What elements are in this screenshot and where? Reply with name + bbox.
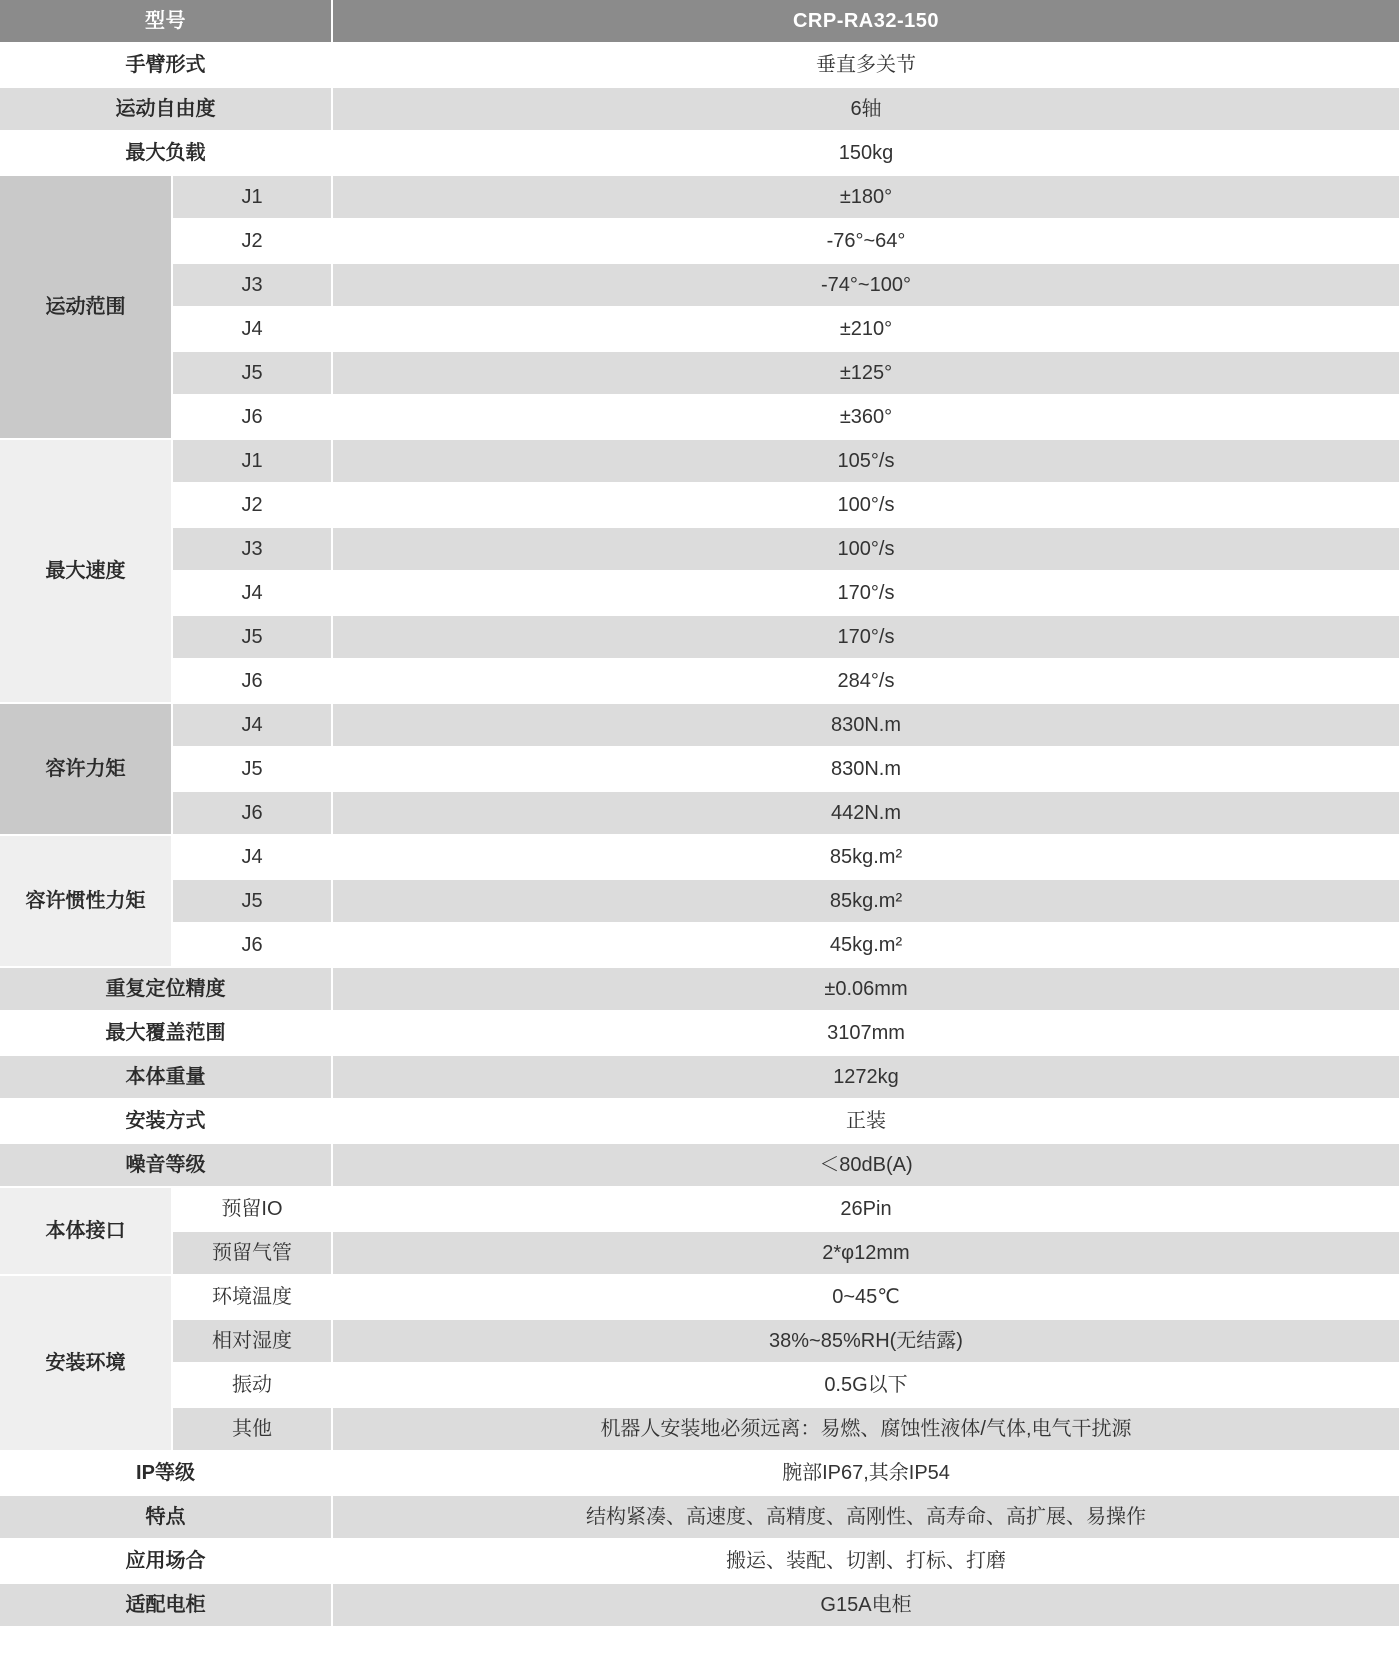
table-row: [0, 131, 1400, 175]
table-row: [0, 1407, 1400, 1451]
group-label-max-speed: 最大速度: [0, 439, 172, 703]
joint-label: J6: [172, 791, 332, 835]
row-label-mounting: 安装方式: [0, 1099, 332, 1143]
row-value-weight: 1272kg: [332, 1055, 1400, 1099]
table-row: [0, 87, 1400, 131]
row-value-noise: ＜80dB(A): [332, 1143, 1400, 1187]
joint-value: 170°/s: [332, 615, 1400, 659]
table-row: [0, 395, 1400, 439]
table-row: [0, 791, 1400, 835]
sub-value: 2*φ12mm: [332, 1231, 1400, 1275]
joint-value: ±180°: [332, 175, 1400, 219]
table-row: [0, 1275, 1400, 1319]
table-row: [0, 307, 1400, 351]
joint-value: 45kg.m²: [332, 923, 1400, 967]
joint-value: 100°/s: [332, 527, 1400, 571]
joint-value: 85kg.m²: [332, 835, 1400, 879]
sub-label: 环境温度: [172, 1275, 332, 1319]
table-row: [0, 703, 1400, 747]
row-value-max-payload: 150kg: [332, 131, 1400, 175]
joint-label: J1: [172, 175, 332, 219]
sub-value: 机器人安装地必须远离：易燃、腐蚀性液体/气体,电气干扰源: [332, 1407, 1400, 1451]
group-label-interfaces: 本体接口: [0, 1187, 172, 1275]
joint-label: J5: [172, 351, 332, 395]
joint-value: 85kg.m²: [332, 879, 1400, 923]
table-row: [0, 1539, 1400, 1583]
joint-value: ±360°: [332, 395, 1400, 439]
joint-label: J3: [172, 263, 332, 307]
sub-label: 相对湿度: [172, 1319, 332, 1363]
joint-value: 830N.m: [332, 703, 1400, 747]
sub-value: 0~45℃: [332, 1275, 1400, 1319]
row-value-applications: 搬运、装配、切割、打标、打磨: [332, 1539, 1400, 1583]
joint-label: J4: [172, 571, 332, 615]
joint-label: J1: [172, 439, 332, 483]
table-row: [0, 1319, 1400, 1363]
table-row: [0, 747, 1400, 791]
table-row: [0, 1011, 1400, 1055]
header-model: CRP-RA32-150: [332, 0, 1400, 43]
row-value-mounting: 正装: [332, 1099, 1400, 1143]
joint-value: 100°/s: [332, 483, 1400, 527]
row-label-max-payload: 最大负载: [0, 131, 332, 175]
joint-value: 442N.m: [332, 791, 1400, 835]
sub-label: 振动: [172, 1363, 332, 1407]
table-row: [0, 1451, 1400, 1495]
joint-value: ±210°: [332, 307, 1400, 351]
table-row: [0, 615, 1400, 659]
table-row: [0, 571, 1400, 615]
table-row: [0, 1099, 1400, 1143]
joint-label: J2: [172, 483, 332, 527]
table-row: [0, 1583, 1400, 1627]
joint-value: 105°/s: [332, 439, 1400, 483]
table-row: [0, 1231, 1400, 1275]
table-row: [0, 351, 1400, 395]
table-row: [0, 967, 1400, 1011]
table-row: [0, 1363, 1400, 1407]
row-label-repeatability: 重复定位精度: [0, 967, 332, 1011]
group-label-motion-range: 运动范围: [0, 175, 172, 439]
row-value-arm-type: 垂直多关节: [332, 43, 1400, 87]
table-row: [0, 219, 1400, 263]
table-row: [0, 923, 1400, 967]
table-row: [0, 1495, 1400, 1539]
row-value-ip-rating: 腕部IP67,其余IP54: [332, 1451, 1400, 1495]
row-label-applications: 应用场合: [0, 1539, 332, 1583]
header-label: 型号: [0, 0, 332, 43]
group-label-allowable-torque: 容许力矩: [0, 703, 172, 835]
joint-value: -76°~64°: [332, 219, 1400, 263]
sub-label: 预留IO: [172, 1187, 332, 1231]
row-value-repeatability: ±0.06mm: [332, 967, 1400, 1011]
row-label-ip-rating: IP等级: [0, 1451, 332, 1495]
row-label-cabinet: 适配电柜: [0, 1583, 332, 1627]
joint-value: 830N.m: [332, 747, 1400, 791]
row-value-features: 结构紧凑、高速度、高精度、高刚性、高寿命、高扩展、易操作: [332, 1495, 1400, 1539]
table-row: [0, 43, 1400, 87]
table-header-row: [0, 0, 1400, 43]
row-label-arm-type: 手臂形式: [0, 43, 332, 87]
row-label-weight: 本体重量: [0, 1055, 332, 1099]
joint-label: J4: [172, 703, 332, 747]
row-label-max-reach: 最大覆盖范围: [0, 1011, 332, 1055]
table-row: [0, 1143, 1400, 1187]
group-label-allowable-inertia: 容许惯性力矩: [0, 835, 172, 967]
row-value-max-reach: 3107mm: [332, 1011, 1400, 1055]
row-value-cabinet: G15A电柜: [332, 1583, 1400, 1627]
table-row: [0, 1055, 1400, 1099]
joint-value: -74°~100°: [332, 263, 1400, 307]
joint-label: J6: [172, 395, 332, 439]
table-row: [0, 835, 1400, 879]
sub-value: 26Pin: [332, 1187, 1400, 1231]
joint-label: J6: [172, 923, 332, 967]
table-row: [0, 263, 1400, 307]
row-label-noise: 噪音等级: [0, 1143, 332, 1187]
sub-label: 其他: [172, 1407, 332, 1451]
joint-label: J5: [172, 879, 332, 923]
table-row: [0, 483, 1400, 527]
table-row: [0, 1187, 1400, 1231]
joint-label: J4: [172, 307, 332, 351]
row-label-dof: 运动自由度: [0, 87, 332, 131]
row-value-dof: 6轴: [332, 87, 1400, 131]
joint-label: J5: [172, 747, 332, 791]
table-row: [0, 175, 1400, 219]
joint-label: J3: [172, 527, 332, 571]
sub-label: 预留气管: [172, 1231, 332, 1275]
joint-label: J6: [172, 659, 332, 703]
joint-label: J2: [172, 219, 332, 263]
joint-value: ±125°: [332, 351, 1400, 395]
sub-value: 0.5G以下: [332, 1363, 1400, 1407]
table-row: [0, 527, 1400, 571]
joint-value: 170°/s: [332, 571, 1400, 615]
row-label-features: 特点: [0, 1495, 332, 1539]
joint-value: 284°/s: [332, 659, 1400, 703]
table-row: [0, 439, 1400, 483]
table-row: [0, 659, 1400, 703]
joint-label: J5: [172, 615, 332, 659]
sub-value: 38%~85%RH(无结露): [332, 1319, 1400, 1363]
joint-label: J4: [172, 835, 332, 879]
group-label-environment: 安装环境: [0, 1275, 172, 1451]
table-row: [0, 879, 1400, 923]
